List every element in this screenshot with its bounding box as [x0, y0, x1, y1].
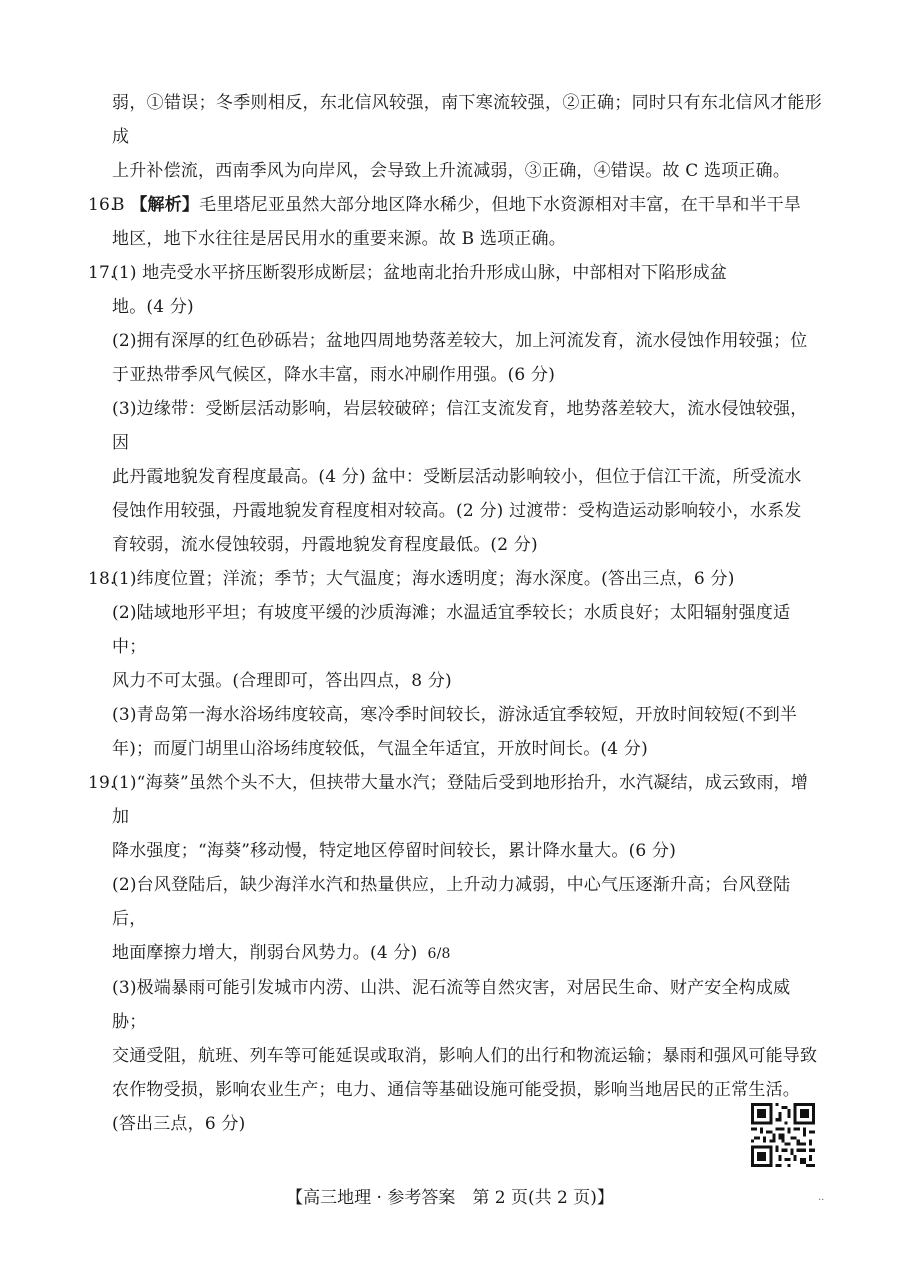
- text-line: 此丹霞地貌发育程度最高。(4 分) 盆中：受断层活动影响较小，但位于信江干流，所受流水: [112, 467, 802, 487]
- text-line: 风力不可太强。(合理即可，答出四点，8 分): [112, 671, 452, 691]
- q15-continuation: [112, 86, 822, 188]
- text-line: (2)陆域地形平坦；有坡度平缓的沙质海滩；水温适宜季较长；水质良好；太阳辐射强度适中；: [112, 603, 791, 657]
- answer-letter: B: [112, 195, 125, 215]
- footer-dots: ..: [818, 1192, 825, 1203]
- text-line: (2)台风登陆后，缺少海洋水汽和热量供应，上升动力减弱，中心气压逐渐升高；台风登陆后，: [112, 875, 791, 929]
- qr-code-icon: [751, 1103, 815, 1167]
- question-number: 19.: [88, 773, 116, 793]
- text-line: (3)边缘带：受断层活动影响，岩层较破碎；信江支流发育，地势落差较大，流水侵蚀较强，因: [112, 399, 808, 453]
- text-line: (3)青岛第一海水浴场纬度较高，寒冷季时间较长，游泳适宜季较短，开放时间较短(不到半: [112, 705, 798, 725]
- text-line: 农作物受损，影响农业生产；电力、通信等基础设施可能受损，影响当地居民的正常生活。: [112, 1080, 800, 1100]
- text-line: 侵蚀作用较强，丹霞地貌发育程度相对较高。(2 分) 过渡带：受构造运动影响较小，水系发: [112, 501, 802, 521]
- text-line: 地区，地下水往往是居民用水的重要来源。故 B 选项正确。: [112, 229, 566, 249]
- text-line: 年)；而厦门胡里山浴场纬度较低，气温全年适宜，开放时间长。(4 分): [112, 739, 648, 759]
- text-line: 降水强度；“海葵”移动慢，特定地区停留时间较长，累计降水量大。(6 分): [112, 841, 677, 861]
- question-16: [88, 188, 822, 256]
- text-line: 交通受阻，航班、列车等可能延误或取消，影响人们的出行和物流运输；暴雨和强风可能导致: [112, 1046, 818, 1066]
- text-line: (3)极端暴雨可能引发城市内涝、山洪、泥石流等自然灾害，对居民生命、财产安全构成威胁；: [112, 978, 791, 1032]
- text-line: 地。(4 分): [112, 297, 194, 317]
- text-line: (2)拥有深厚的红色砂砾岩；盆地四周地势落差较大，加上河流发育，流水侵蚀作用较强；位: [112, 331, 808, 351]
- question-number: 18.: [88, 569, 116, 589]
- text-line: 上升补偿流，西南季风为向岸风，会导致上升流减弱，③正确，④错误。故 C 选项正确。: [112, 161, 791, 181]
- text-line: 于亚热带季风气候区，降水丰富，雨水冲刷作用强。(6 分): [112, 365, 556, 385]
- question-18: [88, 562, 822, 766]
- text-line: [112, 188, 822, 222]
- text-line: [112, 936, 822, 971]
- text-line: (答出三点，6 分): [112, 1114, 246, 1134]
- analysis-text: 毛里塔尼亚虽然大部分地区降水稀少，但地下水资源相对丰富，在干旱和半干旱: [199, 195, 802, 215]
- answer-content: [88, 86, 822, 1141]
- question-19: [88, 766, 822, 1141]
- text-line: (1)纬度位置；洋流；季节；大气温度；海水透明度；海水深度。(答出三点，6 分): [112, 569, 735, 589]
- question-number: 16.: [88, 195, 116, 215]
- analysis-tag: 【解析】: [130, 195, 200, 215]
- question-number: 17.: [88, 263, 116, 283]
- text-line: (1) 地壳受水平挤压断裂形成断层；盆地南北抬升形成山脉，中部相对下陷形成盆: [112, 263, 728, 283]
- text-line: 弱，①错误；冬季则相反，东北信风较强，南下寒流较强，②正确；同时只有东北信风才能形成: [112, 93, 822, 147]
- page-footer: 【高三地理 · 参考答案 第 2 页(共 2 页)】: [286, 1188, 614, 1208]
- question-17: [88, 256, 822, 562]
- page-marker: 6/8: [427, 946, 451, 962]
- text-segment: 地面摩擦力增大，削弱台风势力。(4 分): [112, 943, 418, 963]
- text-line: 育较弱，流水侵蚀较弱，丹霞地貌发育程度最低。(2 分): [112, 535, 538, 555]
- text-line: (1)“海葵”虽然个头不大，但挟带大量水汽；登陆后受到地形抬升，水汽凝结，成云致雨，增加: [112, 773, 809, 827]
